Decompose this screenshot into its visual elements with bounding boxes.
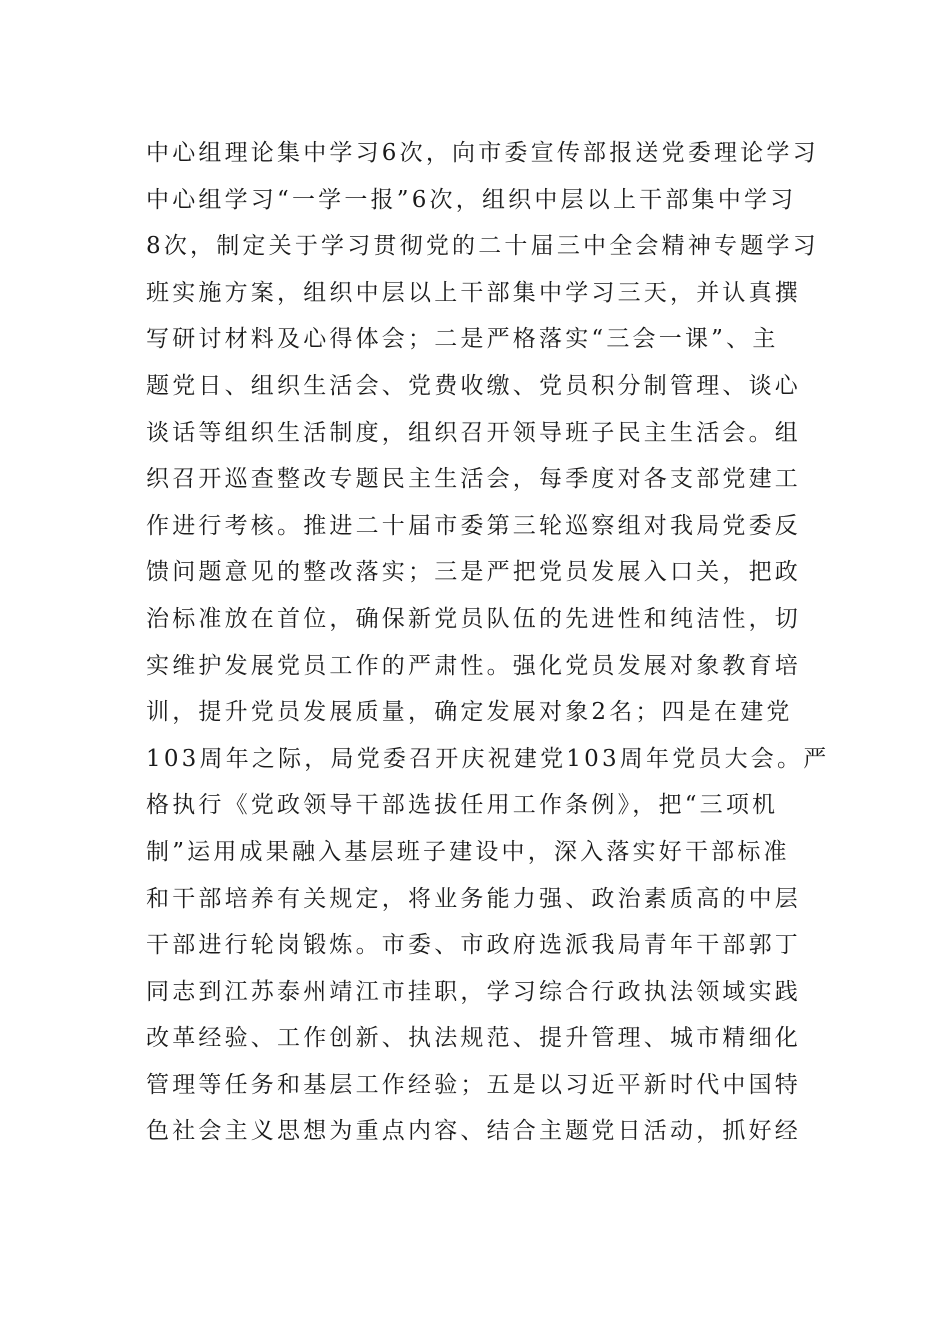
text-line: 干部进行轮岗锻炼。市委、市政府选派我局青年干部郭丁 <box>146 932 801 959</box>
text-line: 谈话等组织生活制度，组织召开领导班子民主生活会。组 <box>146 419 801 446</box>
text-line: 写研讨材料及心得体会；二是严格落实“三会一课”、主 <box>146 326 779 353</box>
text-line: 训，提升党员发展质量，确定发展对象2名；四是在建党 <box>146 699 793 726</box>
text-line: 班实施方案，组织中层以上干部集中学习三天，并认真撰 <box>146 279 801 306</box>
text-line: 色社会主义思想为重点内容、结合主题党日活动，抓好经 <box>146 1118 801 1145</box>
text-line: 治标准放在首位，确保新党员队伍的先进性和纯洁性，切 <box>146 605 801 632</box>
text-line: 题党日、组织生活会、党费收缴、党员积分制管理、谈心 <box>146 372 801 399</box>
text-line: 中心组学习“一学一报”6次，组织中层以上干部集中学习 <box>146 186 797 213</box>
text-line: 制”运用成果融入基层班子建设中，深入落实好干部标准 <box>146 838 790 865</box>
text-line: 织召开巡查整改专题民主生活会，每季度对各支部党建工 <box>146 466 801 493</box>
text-line: 同志到江苏泰州靖江市挂职，学习综合行政执法领域实践 <box>146 978 801 1005</box>
text-line: 和干部培养有关规定，将业务能力强、政治素质高的中层 <box>146 885 801 912</box>
text-line: 馈问题意见的整改落实；三是严把党员发展入口关，把政 <box>146 559 801 586</box>
text-line: 管理等任务和基层工作经验；五是以习近平新时代中国特 <box>146 1071 801 1098</box>
text-line: 改革经验、工作创新、执法规范、提升管理、城市精细化 <box>146 1025 801 1052</box>
text-line: 作进行考核。推进二十届市委第三轮巡察组对我局党委反 <box>146 512 801 539</box>
text-line: 中心组理论集中学习6次，向市委宣传部报送党委理论学习 <box>146 140 819 166</box>
text-line: 103周年之际，局党委召开庆祝建党103周年党员大会。严 <box>146 745 830 772</box>
body-paragraph <box>146 130 830 1155</box>
text-line: 格执行《党政领导干部选拔任用工作条例》，把“三项机 <box>146 792 779 819</box>
text-line: 8次，制定关于学习贯彻党的二十届三中全会精神专题学习 <box>146 233 819 260</box>
text-line: 实维护发展党员工作的严肃性。强化党员发展对象教育培 <box>146 652 801 679</box>
